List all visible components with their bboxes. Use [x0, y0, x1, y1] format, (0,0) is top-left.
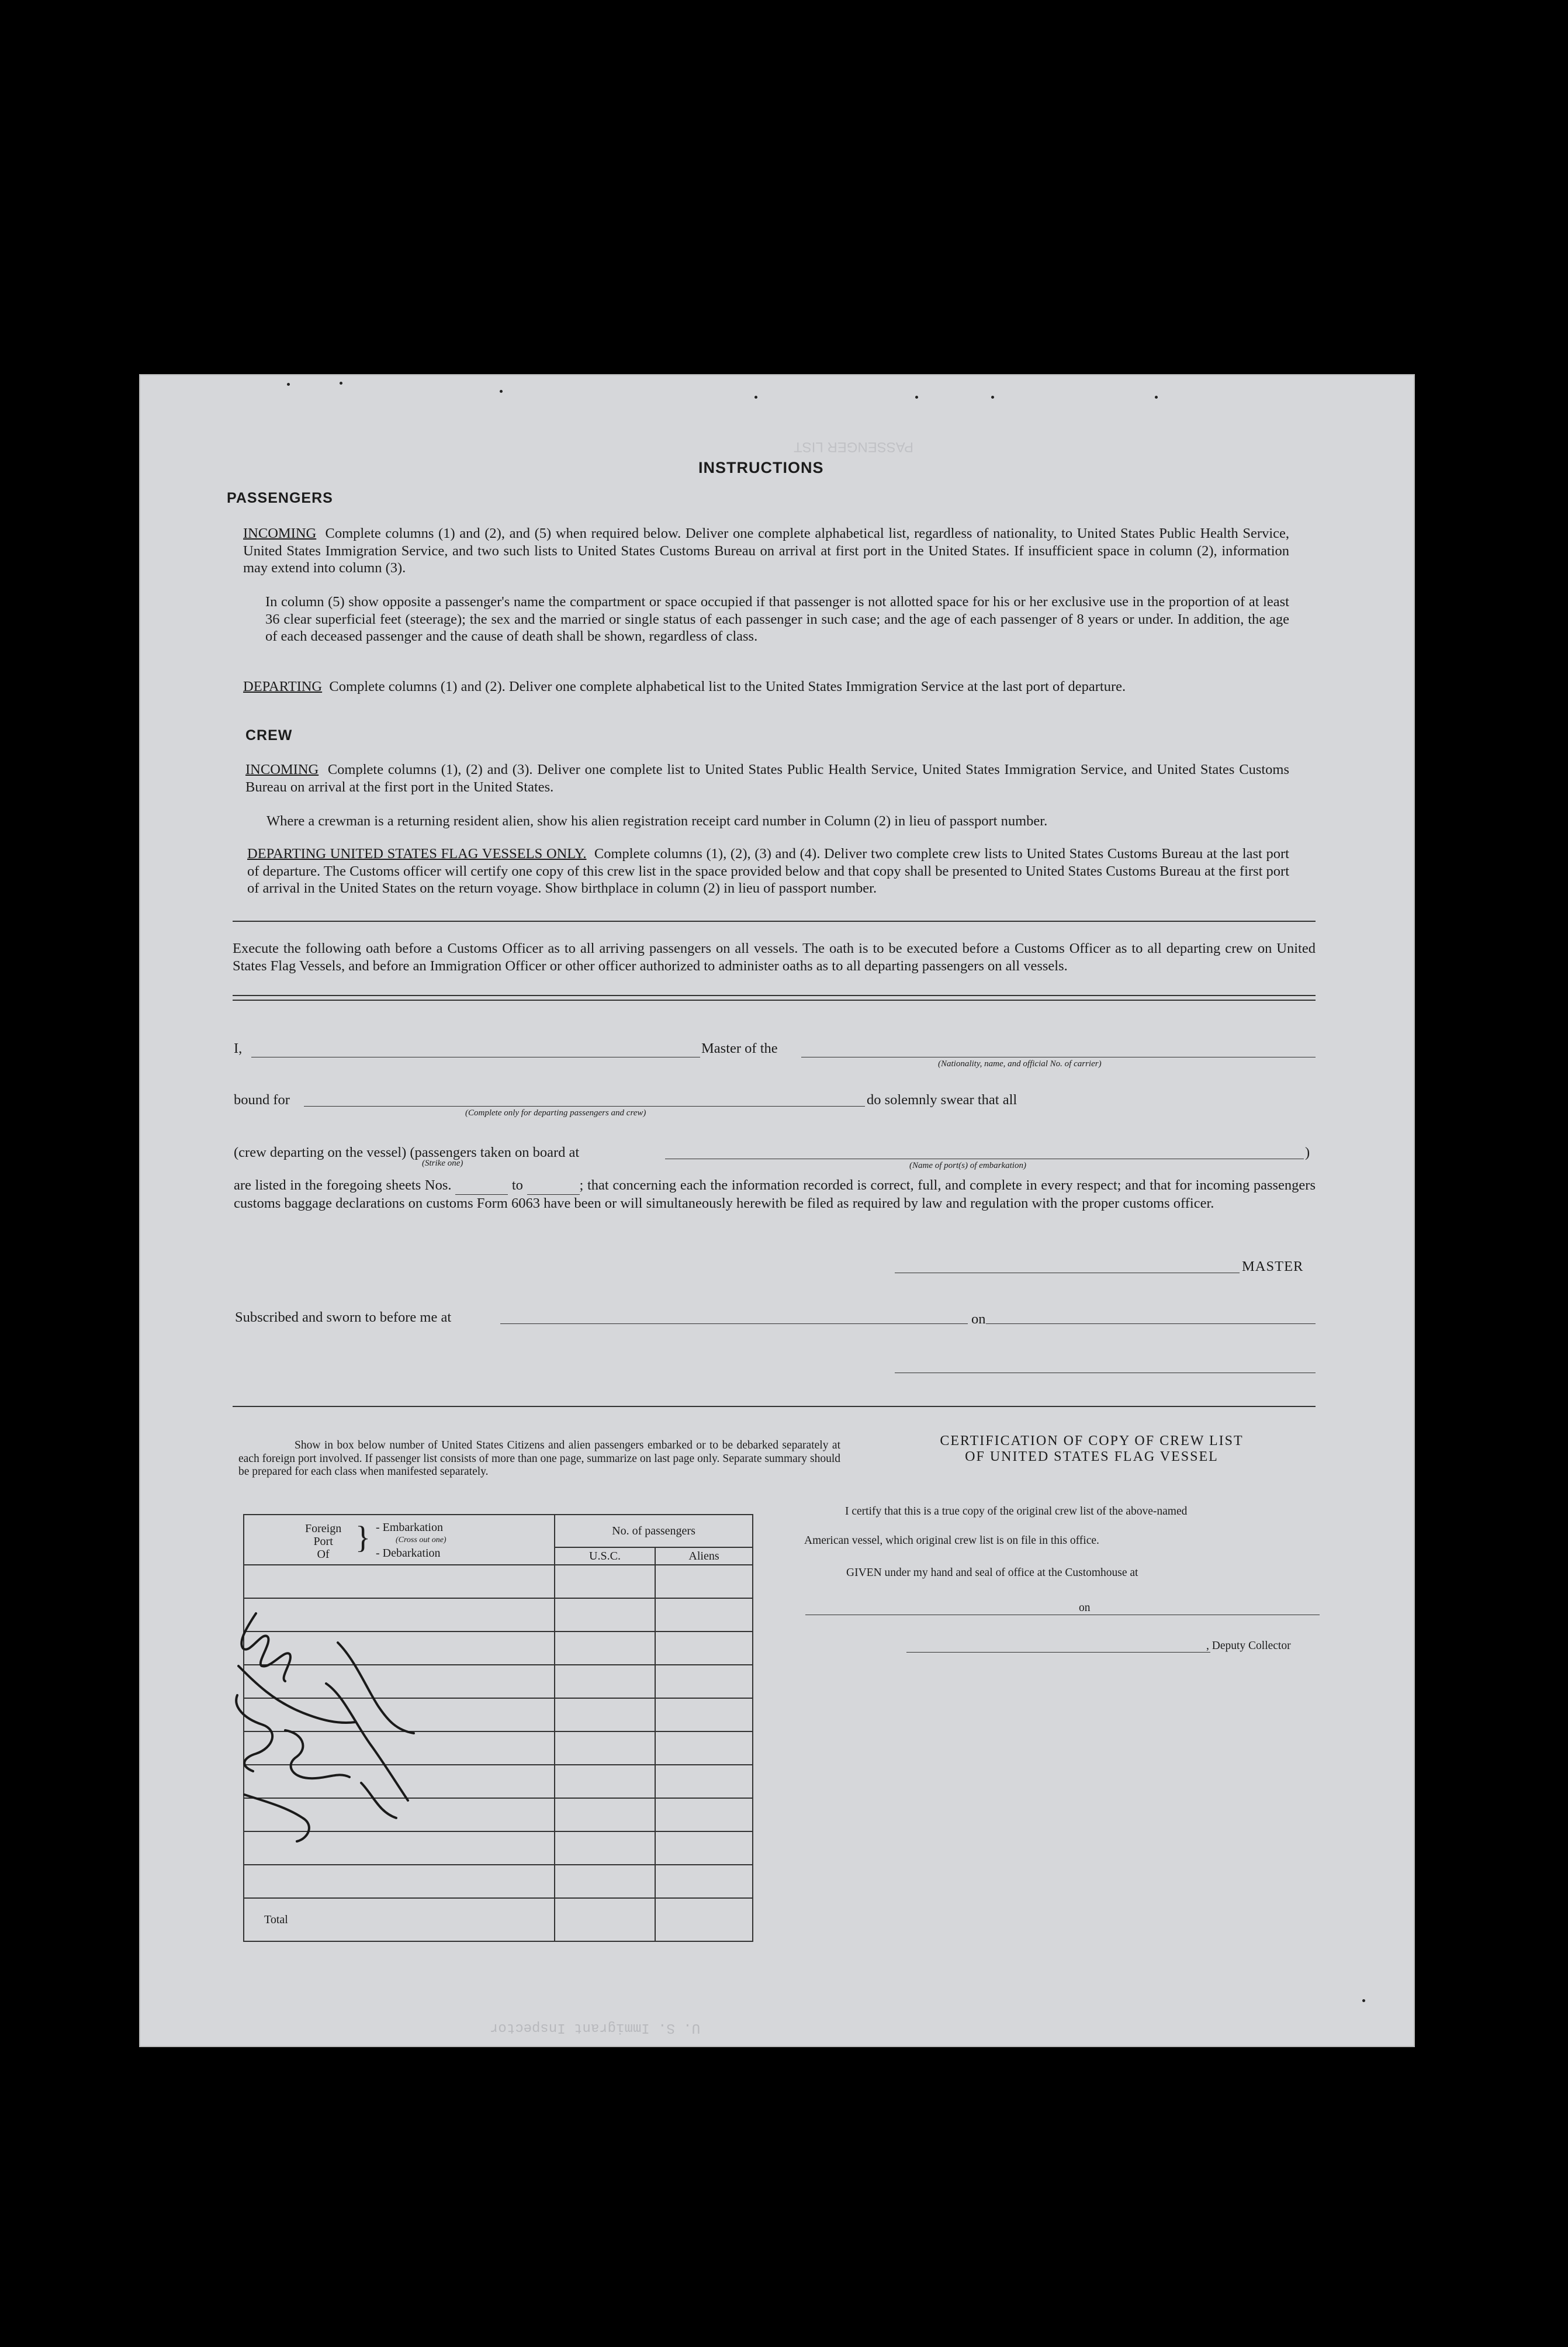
- summary-instructions: Show in box below number of United States Citizens and alien passengers embarked or to be debarked separately at each foreign port involved. If passenger list consists of more than one page, summarize on last page only. Separate summary should be prepared for each class when manifested separately.: [238, 1439, 840, 1478]
- column5-paragraph: In column (5) show opposite a passenger's name the compartment or space occupied if that passenger is not allotted space for his or her exclusive use in the proportion of at least 36 clear superficial feet (steerage); the sex and the married or single status of each passenger in such case; and the age of each passenger of 8 years or under. In addition, the age of each deceased passenger and the cause of death shall be shown, regardless of class.: [265, 594, 1289, 644]
- bleed-through-text: U. S. Immigrant Inspector: [490, 2020, 701, 2035]
- divider: [233, 921, 1316, 922]
- departing-label: DEPARTING: [243, 679, 323, 694]
- usc-cell[interactable]: [555, 1665, 655, 1698]
- passengers-departing-paragraph: [243, 678, 1289, 696]
- aliens-cell[interactable]: [655, 1632, 753, 1665]
- crew-incoming-paragraph: [245, 761, 1289, 796]
- incoming-text: Complete columns (1) and (2), and (5) when required below. Deliver one complete alphabetical list, regardless of nationality, to United States Public Health Service, United States Immigration Service, and two such lists to United States Customs Bureau on arrival at first port in the United States. If insufficient space in column (2), information may extend into column (3).: [243, 526, 1290, 576]
- bound-for-line[interactable]: [304, 1106, 865, 1107]
- speck: [500, 390, 503, 393]
- crew-departing-paragraph: [247, 845, 1289, 897]
- usc-cell[interactable]: [555, 1598, 655, 1632]
- instructions-title: INSTRUCTIONS: [698, 459, 824, 476]
- certification-title: [916, 1433, 1267, 1465]
- resident-alien-paragraph: Where a crewman is a returning resident alien, show his alien registration receipt card number in Column (2) in lieu of passport number.: [266, 813, 1048, 829]
- deputy-collector-label: , Deputy Collector: [1206, 1640, 1291, 1652]
- foreign-port-header: [244, 1515, 555, 1565]
- aliens-cell[interactable]: [655, 1731, 753, 1765]
- crew-heading: CREW: [245, 727, 293, 744]
- speck: [1362, 1999, 1365, 2002]
- passengers-incoming-paragraph: [243, 525, 1289, 577]
- bound-for-label: bound for: [234, 1092, 290, 1108]
- incoming-label: INCOMING: [243, 526, 317, 541]
- port-cell[interactable]: [244, 1865, 555, 1898]
- sheet-from-line[interactable]: [455, 1177, 508, 1195]
- total-label: Total: [244, 1898, 555, 1941]
- solemnly-swear-text: do solemnly swear that all: [867, 1092, 1017, 1108]
- port-cell[interactable]: [244, 1565, 555, 1598]
- listed-to: to: [511, 1177, 523, 1193]
- usc-cell[interactable]: [555, 1765, 655, 1798]
- aliens-cell[interactable]: [655, 1831, 753, 1865]
- foreign-label: Foreign: [305, 1522, 342, 1535]
- divider: [233, 1000, 1316, 1001]
- cross-out-caption: (Cross out one): [396, 1536, 446, 1544]
- usc-header: U.S.C.: [555, 1547, 655, 1565]
- certification-title-line2: OF UNITED STATES FLAG VESSEL: [965, 1449, 1219, 1464]
- divider: [233, 995, 1316, 996]
- departing-text: Complete columns (1) and (2). Deliver one complete alphabetical list to the United States Immigration Service at the last port of departure.: [329, 679, 1126, 694]
- american-vessel-text: American vessel, which original crew list is on file in this office.: [804, 1534, 1099, 1547]
- bleed-through-text: PASSENGER LIST: [794, 439, 913, 455]
- oath-i-label: I,: [234, 1041, 243, 1056]
- nationality-caption: (Nationality, name, and official No. of carrier): [938, 1059, 1102, 1069]
- deputy-signature-line[interactable]: [906, 1652, 1210, 1653]
- usc-total-cell[interactable]: [555, 1898, 655, 1941]
- subscribed-on-label: on: [971, 1311, 986, 1327]
- speck: [1155, 396, 1158, 399]
- aliens-cell[interactable]: [655, 1598, 753, 1632]
- speck: [340, 382, 342, 385]
- crew-departing-text: Complete columns (1), (2), (3) and (4). Deliver two complete crew lists to United States Customs Bureau at the last port of departure. The Customs officer will certify one copy of this crew list in the space provided below and that copy shall be presented to United States Customs Bureau at the first port of arrival in the United States on the return voyage. Show birthplace in column (2) in lieu of passport number.: [247, 846, 1289, 896]
- no-of-passengers-header: No. of passengers: [555, 1515, 753, 1547]
- crew-departing-text: (crew departing on the vessel) (passengers taken on board at: [234, 1145, 580, 1160]
- brace-icon: }: [355, 1520, 371, 1555]
- usc-cell[interactable]: [555, 1865, 655, 1898]
- listed-text-1: are listed in the foregoing sheets Nos.: [234, 1177, 452, 1193]
- aliens-cell[interactable]: [655, 1665, 753, 1698]
- usc-cell[interactable]: [555, 1798, 655, 1831]
- aliens-cell[interactable]: [655, 1798, 753, 1831]
- crew-incoming-text: Complete columns (1), (2) and (3). Deliver one complete list to United States Public Health Service, United States Immigration Service, and United States Customs Bureau on arrival at the first port in the United States.: [245, 762, 1290, 795]
- usc-cell[interactable]: [555, 1632, 655, 1665]
- usc-cell[interactable]: [555, 1731, 655, 1765]
- port-label: Port: [313, 1535, 333, 1548]
- subscribed-label: Subscribed and sworn to before me at: [235, 1309, 452, 1325]
- passengers-heading: PASSENGERS: [227, 490, 333, 506]
- crew-incoming-label: INCOMING: [245, 762, 319, 777]
- aliens-total-cell[interactable]: [655, 1898, 753, 1941]
- oath-intro: Execute the following oath before a Customs Officer as to all arriving passengers on all vessels. The oath is to be executed before a Customs Officer as to all departing crew on United States Flag Vessels, and before an Immigration Officer or other officer authorized to administer oaths as to all departing passengers on all vessels.: [233, 941, 1316, 974]
- usc-cell[interactable]: [555, 1698, 655, 1731]
- usc-cell[interactable]: [555, 1831, 655, 1865]
- strike-one-caption: (Strike one): [422, 1159, 463, 1168]
- divider: [233, 1406, 1316, 1407]
- speck: [754, 396, 757, 399]
- speck: [915, 396, 918, 399]
- certify-text: I certify that this is a true copy of the original crew list of the above-named: [845, 1505, 1188, 1518]
- complete-only-caption: (Complete only for departing passengers and crew): [465, 1108, 646, 1118]
- given-text: GIVEN under my hand and seal of office at the Customhouse at: [846, 1567, 1138, 1579]
- certification-title-line1: CERTIFICATION OF COPY OF CREW LIST: [940, 1433, 1244, 1449]
- subscribed-date-line[interactable]: [986, 1323, 1316, 1324]
- embarkation-label: - Embarkation: [376, 1521, 443, 1534]
- subscribed-place-line[interactable]: [500, 1323, 968, 1324]
- document-page: [139, 374, 1415, 2047]
- ports-caption: (Name of port(s) of embarkation): [909, 1161, 1026, 1170]
- cert-on-label: on: [1079, 1602, 1091, 1614]
- debarkation-label: - Debarkation: [376, 1547, 441, 1560]
- speck: [991, 396, 994, 399]
- aliens-cell[interactable]: [655, 1565, 753, 1598]
- aliens-header: Aliens: [655, 1547, 753, 1565]
- handwritten-signature: [221, 1608, 431, 1853]
- speck: [287, 383, 290, 386]
- listed-paragraph: [234, 1177, 1316, 1212]
- sheet-to-line[interactable]: [527, 1177, 580, 1195]
- aliens-cell[interactable]: [655, 1865, 753, 1898]
- listed-text-2: ; that concerning each the information recorded is correct, full, and complete in every respect; and that for incoming passengers customs baggage declarations on customs Form 6063 have been or will simultaneously herewith be filed as required by law and regulation with the proper customs officer.: [234, 1177, 1316, 1211]
- master-label: MASTER: [1242, 1259, 1304, 1274]
- aliens-cell[interactable]: [655, 1698, 753, 1731]
- close-paren: ): [1305, 1145, 1310, 1160]
- master-of-label: Master of the: [701, 1041, 778, 1056]
- crew-departing-label: DEPARTING UNITED STATES FLAG VESSELS ONLY.: [247, 846, 587, 862]
- usc-cell[interactable]: [555, 1565, 655, 1598]
- aliens-cell[interactable]: [655, 1765, 753, 1798]
- of-label: Of: [317, 1548, 330, 1561]
